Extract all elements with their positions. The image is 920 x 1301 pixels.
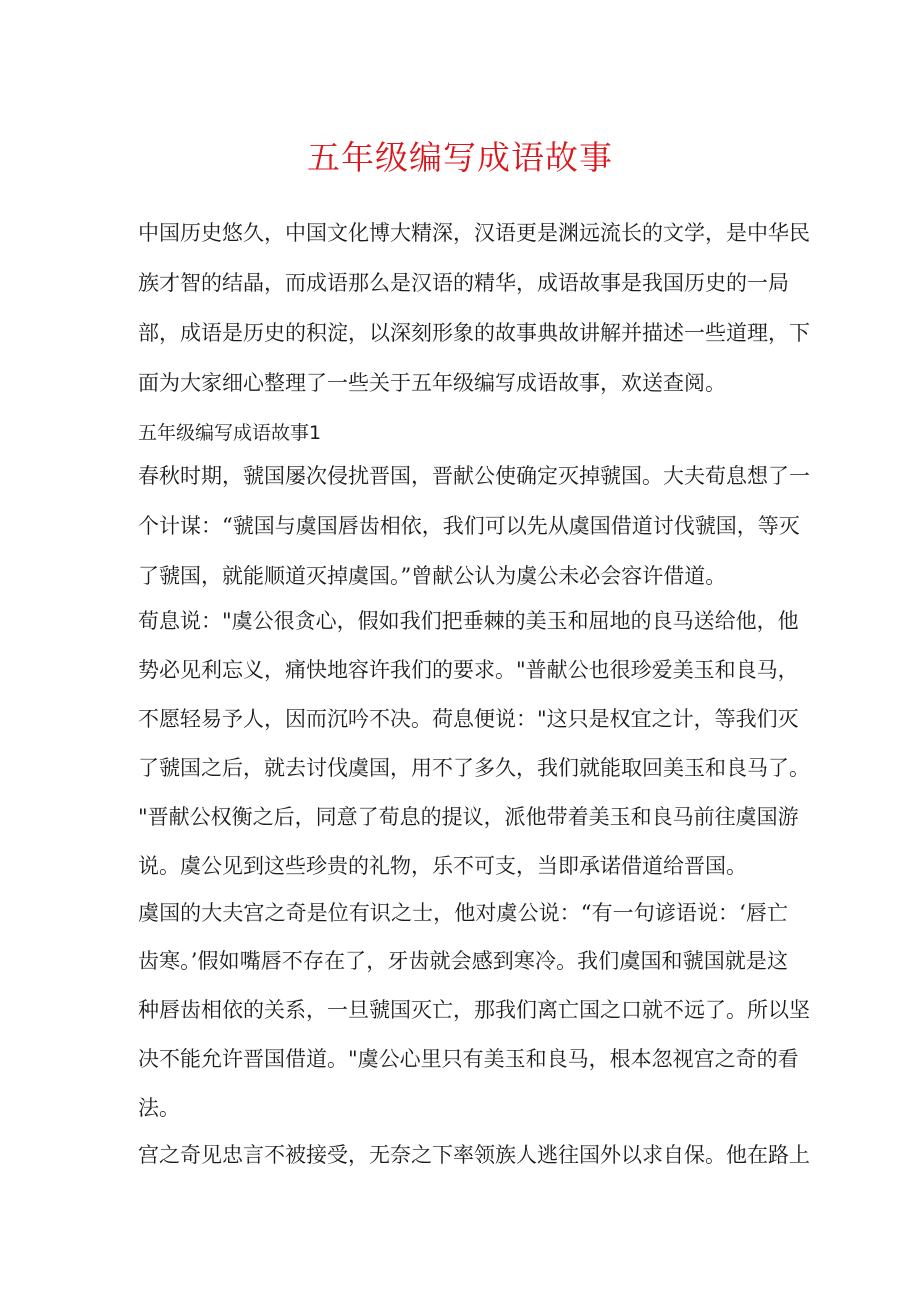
document-title: 五年级编写成语故事: [307, 138, 613, 177]
paragraph-line: 春秋时期，虢国屡次侵扰晋国，晋献公使确定灭掉虢国。大夫荀息想了一: [138, 464, 810, 488]
paragraph-line: 法。: [138, 1096, 180, 1120]
paragraph-line: 荀息说："虞公很贪心，假如我们把垂棘的美玉和屈地的良马送给他，他: [138, 609, 799, 633]
paragraph-line: 宫之奇见忠言不被接受，无奈之下率领族人逃往国外以求自保。他在路上: [138, 1143, 810, 1167]
paragraph-line: 齿寒。’假如嘴唇不存在了，牙齿就会感到寒冷。我们虞国和虢国就是这: [138, 949, 788, 973]
paragraph-line: 中国历史悠久，中国文化博大精深，汉语更是渊远流长的文学，是中华民: [138, 221, 810, 245]
paragraph-line: 说。虞公见到这些珍贵的礼物，乐不可支，当即承诺借道给晋国。: [138, 854, 747, 878]
paragraph-line: 不愿轻易予人，因而沉吟不决。荷息便说："这只是权宜之计，等我们灭: [138, 707, 799, 731]
paragraph-line: 虞国的大夫宫之奇是位有识之士，他对虞公说：“有一句谚语说：‘唇亡: [138, 901, 788, 925]
paragraph-line: 面为大家细心整理了一些关于五年级编写成语故事，欢送查阅。: [138, 371, 726, 395]
paragraph-line: 了虢国之后，就去讨伐虞国，用不了多久，我们就能取回美玉和良马了。: [138, 756, 810, 780]
paragraph-line: 势必见利忘义，痛快地容许我们的要求。"普献公也很珍爱美玉和良马，: [138, 658, 799, 682]
paragraph-line: 部，成语是历史的积淀，以深刻形象的故事典故讲解并描述一些道理，下: [138, 321, 810, 345]
paragraph-line: 决不能允许晋国借道。"虞公心里只有美玉和良马，根本忽视宫之奇的看: [138, 1047, 799, 1071]
paragraph-line: 了虢国，就能顺道灭掉虞国。”曾献公认为虞公未必会容许借道。: [138, 564, 727, 588]
paragraph-line: "晋献公权衡之后，同意了荀息的提议，派他带着美玉和良马前往虞国游: [138, 805, 799, 829]
paragraph-line: 族才智的结晶，而成语那么是汉语的精华，成语故事是我国历史的一局: [138, 271, 789, 295]
paragraph-line: 种唇齿相依的关系，一旦虢国灭亡，那我们离亡国之口就不远了。所以坚: [138, 998, 810, 1022]
paragraph-line: 个计谋：“虢国与虞国唇齿相依，我们可以先从虞国借道讨伐虢国，等灭: [138, 514, 800, 538]
section-heading: 五年级编写成语故事1: [138, 422, 322, 444]
